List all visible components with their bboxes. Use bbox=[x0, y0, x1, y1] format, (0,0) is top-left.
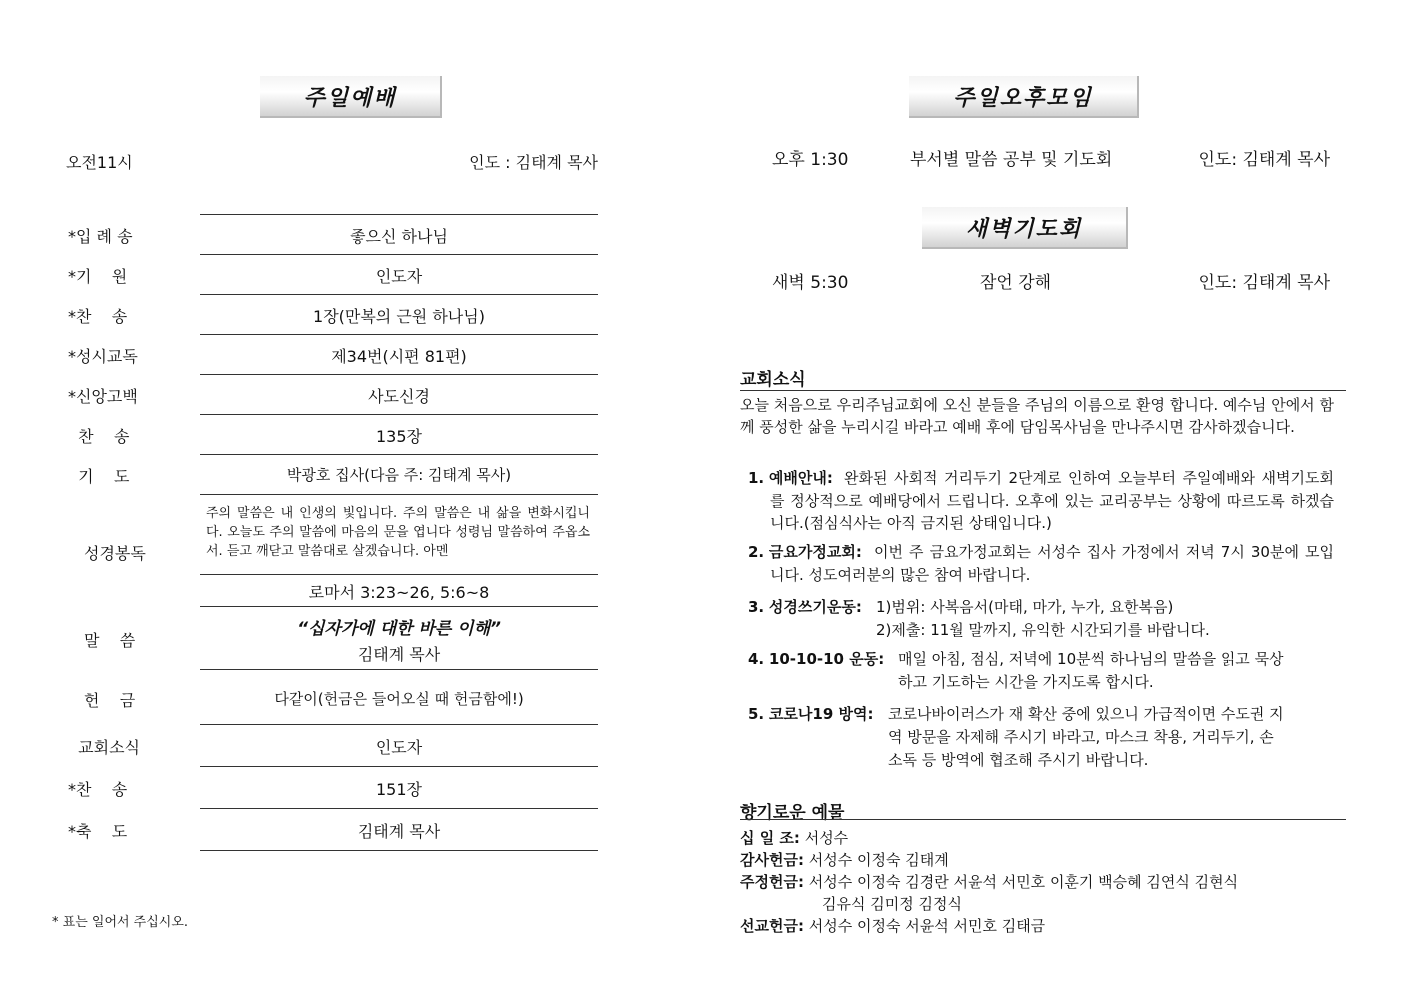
offering-names: 서성수 bbox=[804, 829, 849, 847]
news-intro: 오늘 처음으로 우리주님교회에 오신 분들을 주님의 이름으로 환영 합니다. 예수님 안에서 함께 풍성한 삶을 누리시길 바라고 예배 후에 담임목사님을 만나주시면 감사하겠습니다. bbox=[740, 396, 1334, 436]
news-item-line: 매일 아침, 점심, 저녁에 10분씩 하나님의 말씀을 읽고 묵상 bbox=[898, 650, 1284, 668]
reading-prayer: 주의 말씀은 내 인생의 빛입니다. 주의 말씀은 내 삶을 변화시킵니다. 오늘도 주의 말씀에 마음의 문을 엽니다 성령님 말씀하여 주옵소서. 듣고 깨닫고 말씀대로 살겠습니다. 아멘 bbox=[206, 506, 590, 559]
order-value: 좋으신 하나님 bbox=[350, 227, 448, 246]
order-label: *신앙고백 bbox=[68, 387, 138, 406]
news-item-number: 1. bbox=[748, 469, 765, 487]
order-label: 찬 송 bbox=[68, 427, 130, 446]
footnote: * 표는 일어서 주십시오. bbox=[52, 915, 189, 930]
dawn-leader: 인도: 김태계 목사 bbox=[1198, 273, 1330, 293]
offering-names: 서성수 이정숙 김경란 서윤석 서민호 이훈기 백승혜 김연식 김현식 bbox=[808, 873, 1239, 891]
news-item-line: 1)범위: 사복음서(마태, 마가, 누가, 요한복음) bbox=[876, 598, 1174, 616]
order-value: 135장 bbox=[376, 427, 422, 446]
offering-names: 서성수 이정숙 김태계 bbox=[808, 851, 949, 869]
reading-passage: 로마서 3:23~26, 5:6~8 bbox=[308, 583, 490, 602]
order-row bbox=[58, 254, 598, 294]
order-label: *기 원 bbox=[68, 267, 128, 286]
offering-row bbox=[740, 871, 1238, 893]
divider bbox=[740, 390, 1346, 391]
order-row bbox=[58, 334, 598, 374]
order-row bbox=[58, 766, 598, 808]
sermon-title: “십자가에 대한 바른 이해” bbox=[297, 619, 501, 639]
offering-label: 감사헌금: bbox=[740, 851, 804, 869]
offering-row bbox=[740, 827, 848, 849]
news-item-title: 10-10-10 운동: bbox=[768, 650, 885, 668]
divider bbox=[200, 850, 598, 851]
order-row bbox=[58, 374, 598, 414]
offering-row bbox=[740, 915, 1045, 937]
order-value: 김태계 목사 bbox=[357, 822, 441, 841]
order-row bbox=[58, 724, 598, 766]
divider bbox=[200, 669, 598, 670]
news-item-number: 2. bbox=[748, 543, 765, 561]
sermon-label: 말 씀 bbox=[84, 631, 136, 650]
afternoon-leader: 인도: 김태계 목사 bbox=[1198, 150, 1330, 170]
worship-leader: 인도 : 김태계 목사 bbox=[469, 153, 598, 172]
news-item-title: 성경쓰기운동: bbox=[768, 598, 862, 616]
offering-label: 헌 금 bbox=[84, 691, 136, 710]
order-label: *찬 송 bbox=[68, 780, 128, 799]
order-row bbox=[58, 414, 598, 454]
news-item-line: 역 방문을 자제해 주시기 바라고, 마스크 착용, 거리두기, 손 bbox=[888, 728, 1274, 746]
order-label: *입 례 송 bbox=[68, 227, 133, 246]
offering-names-continued: 김유식 김미정 김정식 bbox=[822, 895, 962, 913]
order-value: 제34번(시편 81편) bbox=[331, 347, 467, 366]
order-row bbox=[58, 294, 598, 334]
offering-names: 서성수 이정숙 서윤석 서민호 김태금 bbox=[808, 917, 1046, 935]
news-item-number: 3. bbox=[748, 598, 765, 616]
offering-label: 선교헌금: bbox=[740, 917, 804, 935]
dawn-time: 새벽 5:30 bbox=[772, 273, 849, 293]
news-item-line: 2)제출: 11월 말까지, 유익한 시간되기를 바랍니다. bbox=[876, 621, 1210, 639]
news-item-text: 이번 주 금요가정교회는 서성수 집사 가정에서 저녁 7시 30분에 모입니다. 성도여러분의 많은 참여 바랍니다. bbox=[770, 543, 1334, 584]
divider bbox=[200, 606, 598, 607]
order-value: 151장 bbox=[376, 780, 422, 799]
worship-time: 오전11시 bbox=[66, 153, 133, 172]
order-label: *성시교독 bbox=[68, 347, 138, 366]
news-item-line: 하고 기도하는 시간을 가지도록 합시다. bbox=[898, 673, 1154, 691]
sermon-preacher: 김태계 목사 bbox=[357, 645, 441, 664]
offering-value: 다같이(헌금은 들어오실 때 헌금함에!) bbox=[274, 690, 524, 708]
worship-title: 주일예배 bbox=[260, 76, 442, 118]
order-value: 인도자 bbox=[375, 738, 423, 757]
order-label: 교회소식 bbox=[68, 738, 140, 757]
reading-label: 성경봉독 bbox=[84, 544, 146, 563]
news-item-number: 4. bbox=[748, 650, 765, 668]
afternoon-time: 오후 1:30 bbox=[772, 150, 849, 170]
afternoon-title: 주일오후모임 bbox=[909, 76, 1139, 118]
news-item-line: 소독 등 방역에 협조해 주시기 바랍니다. bbox=[888, 751, 1149, 769]
divider bbox=[740, 819, 1346, 820]
offerings-heading: 향기로운 예물 bbox=[740, 803, 845, 823]
order-value: 인도자 bbox=[375, 267, 423, 286]
order-label: *찬 송 bbox=[68, 307, 128, 326]
order-row bbox=[58, 808, 598, 850]
news-heading: 교회소식 bbox=[740, 370, 806, 390]
order-value: 사도신경 bbox=[368, 387, 430, 406]
order-value: 1장(만복의 근원 하나님) bbox=[313, 307, 485, 326]
news-item-line: 코로나바이러스가 재 확산 중에 있으니 가급적이면 수도권 지 bbox=[888, 705, 1284, 723]
news-item-title: 예배안내: bbox=[768, 469, 833, 487]
divider bbox=[200, 494, 598, 495]
offering-row bbox=[740, 849, 949, 871]
order-value: 박광호 집사(다음 주: 김태계 목사) bbox=[286, 466, 512, 484]
dawn-desc: 잠언 강해 bbox=[980, 273, 1052, 293]
order-label: 기 도 bbox=[68, 467, 130, 486]
news-item-number: 5. bbox=[748, 705, 765, 723]
offering-label: 주정헌금: bbox=[740, 873, 804, 891]
offering-label: 십 일 조: bbox=[740, 829, 800, 847]
news-item-title: 금요가정교회: bbox=[768, 543, 862, 561]
order-row bbox=[58, 454, 598, 494]
order-row bbox=[58, 214, 598, 254]
news-item-text: 완화된 사회적 거리두기 2단계로 인하여 오늘부터 주일예배와 새벽기도회를 정상적으로 예배당에서 드립니다. 오후에 있는 교리공부는 상황에 따르도록 하겠습니다.(점심식사는 아직 금지된 상태입니다.) bbox=[770, 469, 1334, 532]
divider bbox=[200, 574, 598, 575]
order-label: *축 도 bbox=[68, 822, 128, 841]
news-item-title: 코로나19 방역: bbox=[768, 705, 874, 723]
afternoon-desc: 부서별 말씀 공부 및 기도회 bbox=[910, 150, 1113, 170]
dawn-title: 새벽기도회 bbox=[922, 207, 1128, 249]
